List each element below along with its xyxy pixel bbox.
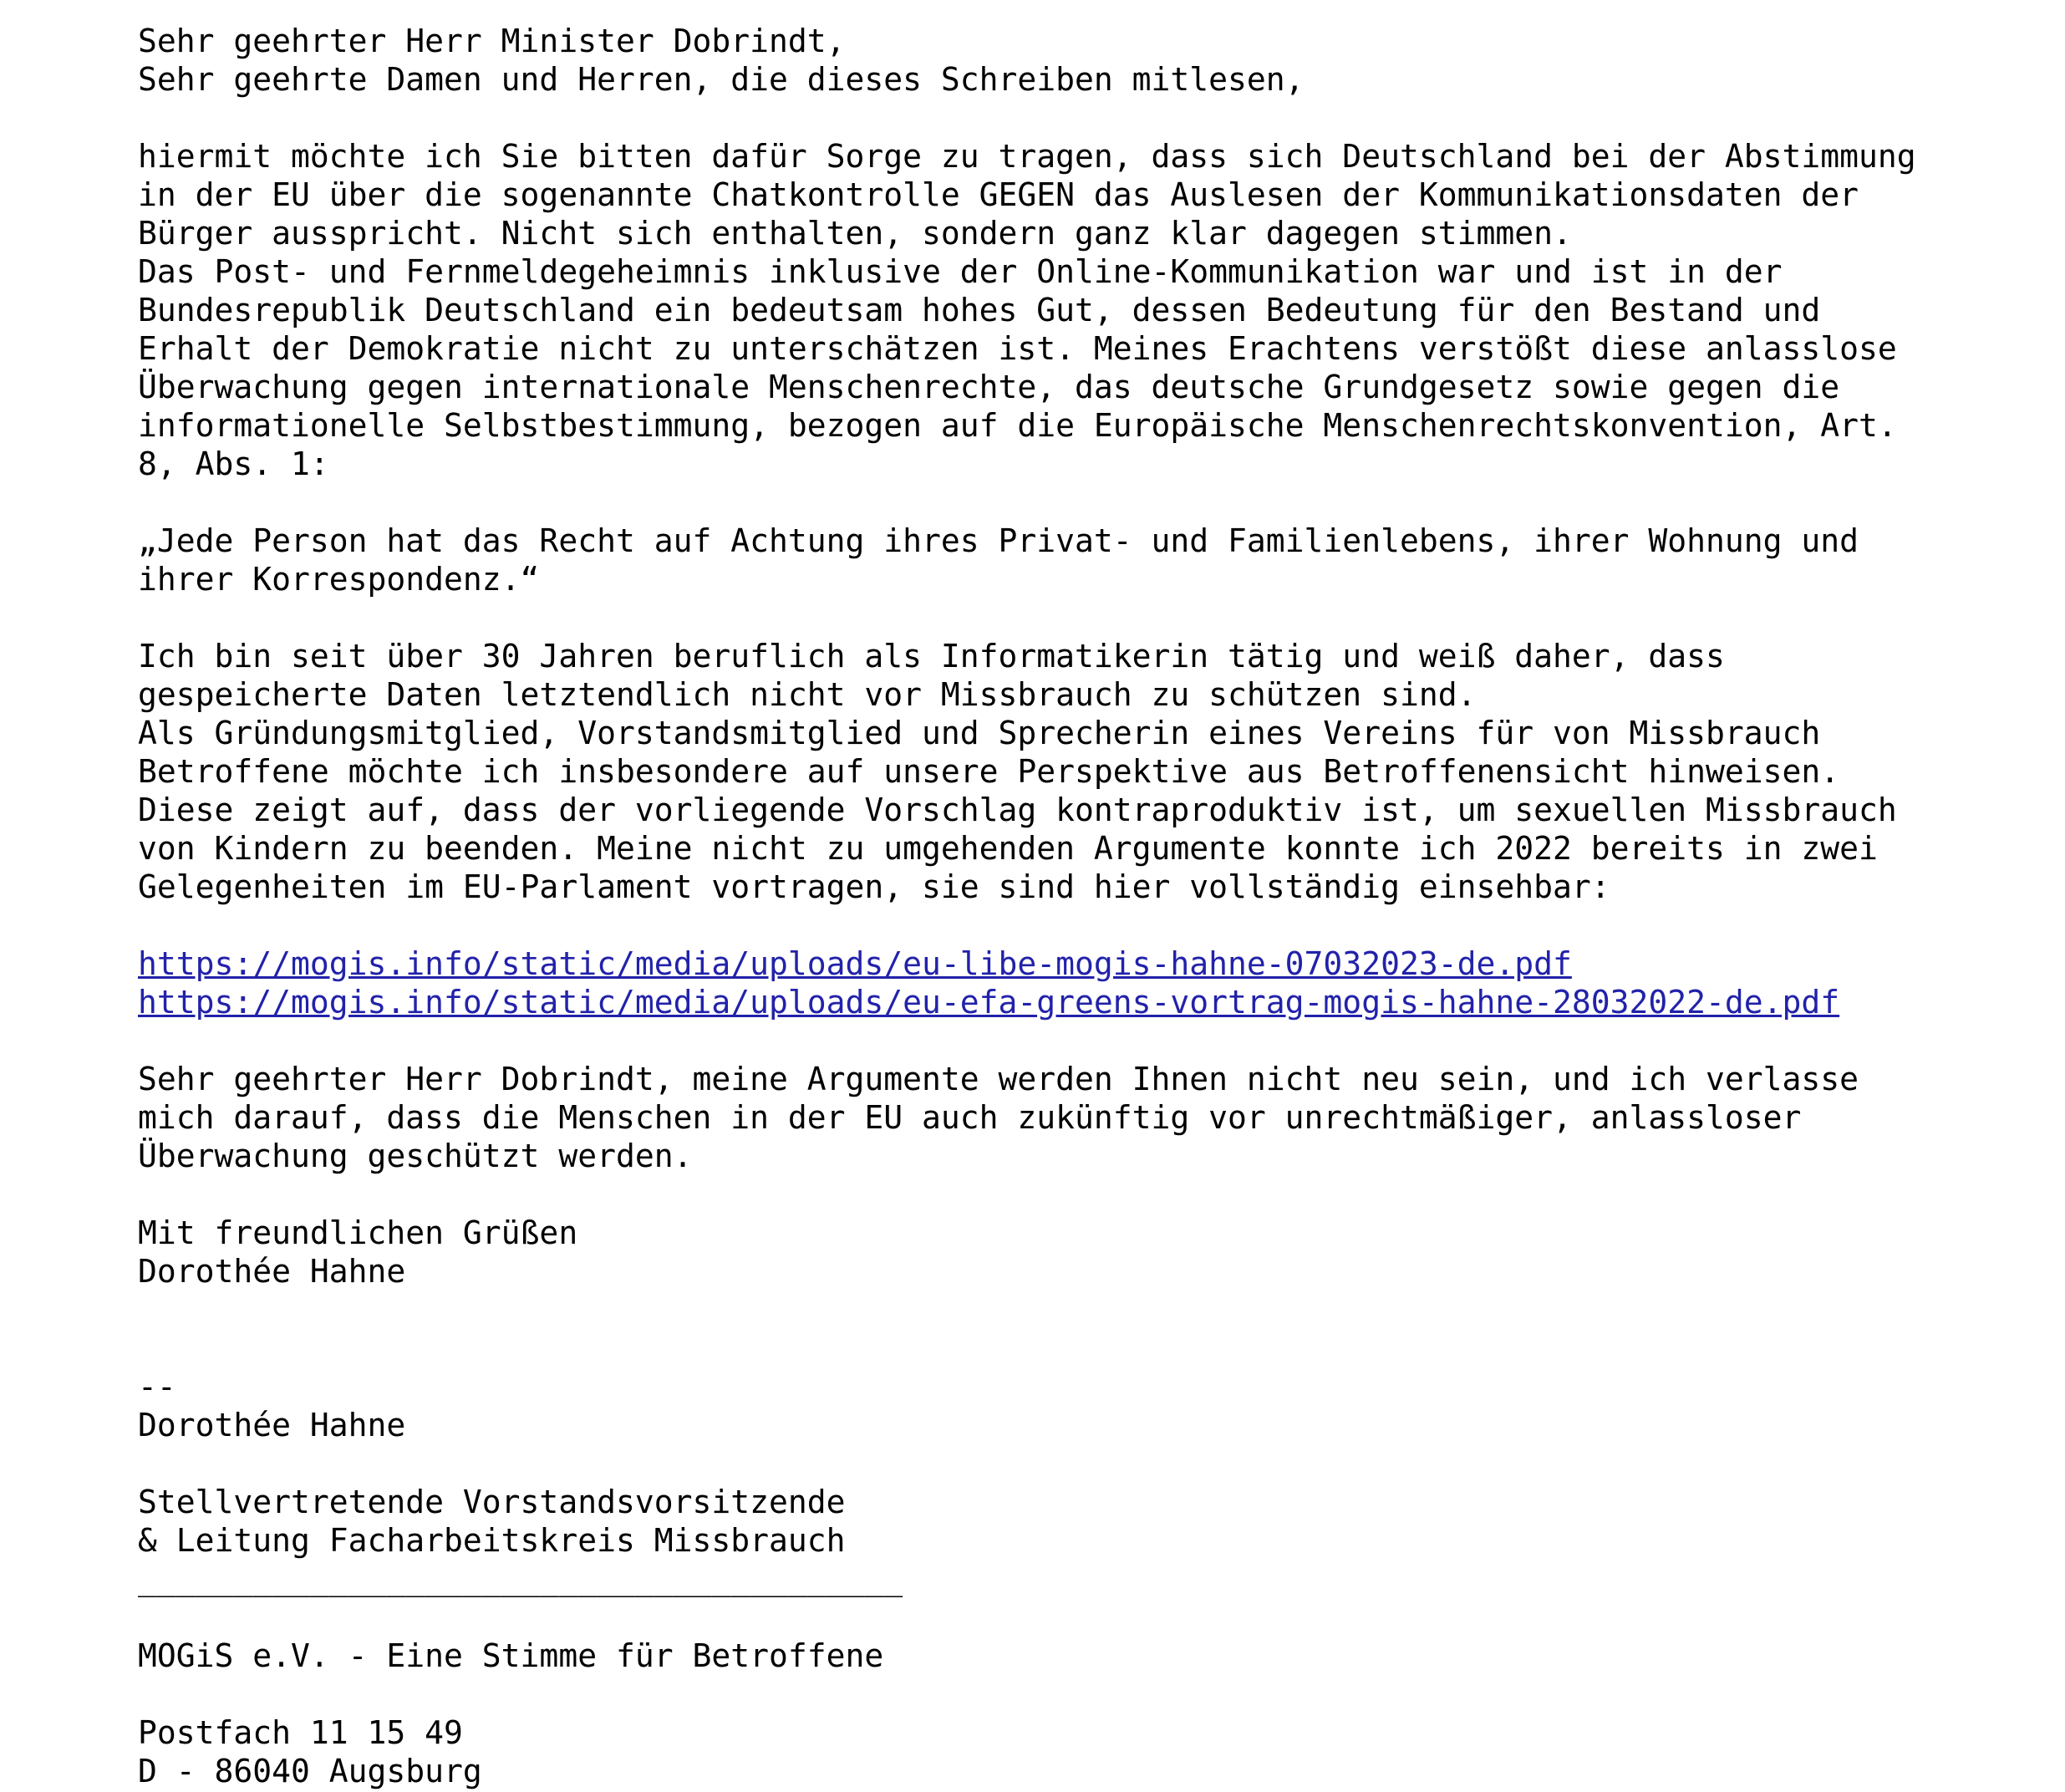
salutation-line-2: Sehr geehrte Damen und Herren, die dieses Schreiben mitlesen, [138, 61, 1305, 98]
blank-line [138, 1021, 2065, 1060]
body-line: Betroffene möchte ich insbesondere auf unsere Perspektive aus Betroffenensicht hinweisen. [138, 753, 1840, 790]
body-line: Bürger ausspricht. Nicht sich enthalten, sondern ganz klar dagegen stimmen. [138, 215, 1572, 252]
body-line: Überwachung gegen internationale Menschenrechte, das deutsche Grundgesetz sowie gegen die [138, 369, 1840, 405]
body-line: Ich bin seit über 30 Jahren beruflich als Informatikerin tätig und weiß daher, dass [138, 638, 1725, 675]
body-line: Bundesrepublik Deutschland ein bedeutsam hohes Gut, dessen Bedeutung für den Bestand und [138, 292, 1821, 328]
signature-role-line-2: & Leitung Facharbeitskreis Missbrauch [138, 1522, 846, 1559]
blank-line [138, 1598, 2065, 1637]
body-line: 8, Abs. 1: [138, 445, 329, 482]
sender-name: Dorothée Hahne [138, 1253, 406, 1290]
body-line: Diese zeigt auf, dass der vorliegende Vorschlag kontraproduktiv ist, um sexuellen Missbrauch [138, 792, 1897, 828]
pdf-link-2[interactable]: https://mogis.info/static/media/uploads/eu-efa-greens-vortrag-mogis-hahne-28032022-de.pdf [138, 984, 1840, 1021]
body-line: Das Post- und Fernmeldegeheimnis inklusive der Online-Kommunikation war und ist in der [138, 253, 1783, 290]
blank-line [138, 598, 2065, 637]
body-line: in der EU über die sogenannte Chatkontrolle GEGEN das Auslesen der Kommunikationsdaten der [138, 176, 1859, 213]
blank-line [138, 1329, 2065, 1367]
body-line: Erhalt der Demokratie nicht zu unterschätzen ist. Meines Erachtens verstößt diese anlasslose [138, 330, 1897, 367]
address-line-2: D - 86040 Augsburg [138, 1753, 482, 1789]
organization-name: MOGiS e.V. - Eine Stimme für Betroffene [138, 1637, 884, 1674]
quote-line: ihrer Korrespondenz.“ [138, 561, 540, 598]
body-line: Überwachung geschützt werden. [138, 1138, 693, 1174]
body-line: von Kindern zu beenden. Meine nicht zu umgehenden Argumente konnte ich 2022 bereits in zwei [138, 830, 1878, 867]
body-line: hiermit möchte ich Sie bitten dafür Sorge zu tragen, dass sich Deutschland bei der Abstimmung [138, 138, 1916, 175]
body-line: Sehr geehrter Herr Dobrindt, meine Argumente werden Ihnen nicht neu sein, und ich verlasse [138, 1061, 1859, 1097]
blank-line [138, 99, 2065, 137]
blank-line [138, 1675, 2065, 1713]
signature-divider: ________________________________________ [138, 1560, 903, 1597]
signature-name: Dorothée Hahne [138, 1407, 406, 1443]
blank-line [138, 1444, 2065, 1483]
closing-line: Mit freundlichen Grüßen [138, 1214, 578, 1251]
body-line: Gelegenheiten im EU-Parlament vortragen, sie sind hier vollständig einsehbar: [138, 868, 1610, 905]
body-line: mich darauf, dass die Menschen in der EU auch zukünftig vor unrechtmäßiger, anlassloser [138, 1099, 1802, 1136]
salutation-line-1: Sehr geehrter Herr Minister Dobrindt, [138, 23, 846, 59]
blank-line [138, 1291, 2065, 1329]
pdf-link-1 [138, 944, 2065, 983]
blank-line [138, 1175, 2065, 1214]
pdf-link-2 [138, 983, 2065, 1021]
pdf-link-1[interactable]: https://mogis.info/static/media/uploads/eu-libe-mogis-hahne-07032023-de.pdf [138, 945, 1572, 982]
body-line: Als Gründungsmitglied, Vorstandsmitglied und Sprecherin eines Vereins für von Missbrauch [138, 715, 1821, 751]
address-line-1: Postfach 11 15 49 [138, 1714, 463, 1751]
body-line: informationelle Selbstbestimmung, bezogen auf die Europäische Menschenrechtskonvention, Art. [138, 407, 1897, 444]
blank-line [138, 483, 2065, 522]
signature-delimiter: -- [138, 1368, 176, 1405]
body-line: gespeicherte Daten letztendlich nicht vor Missbrauch zu schützen sind. [138, 676, 1477, 713]
signature-role-line-1: Stellvertretende Vorstandsvorsitzende [138, 1484, 846, 1520]
blank-line [138, 906, 2065, 944]
quote-line: „Jede Person hat das Recht auf Achtung ihres Privat- und Familienlebens, ihrer Wohnung und [138, 522, 1859, 559]
